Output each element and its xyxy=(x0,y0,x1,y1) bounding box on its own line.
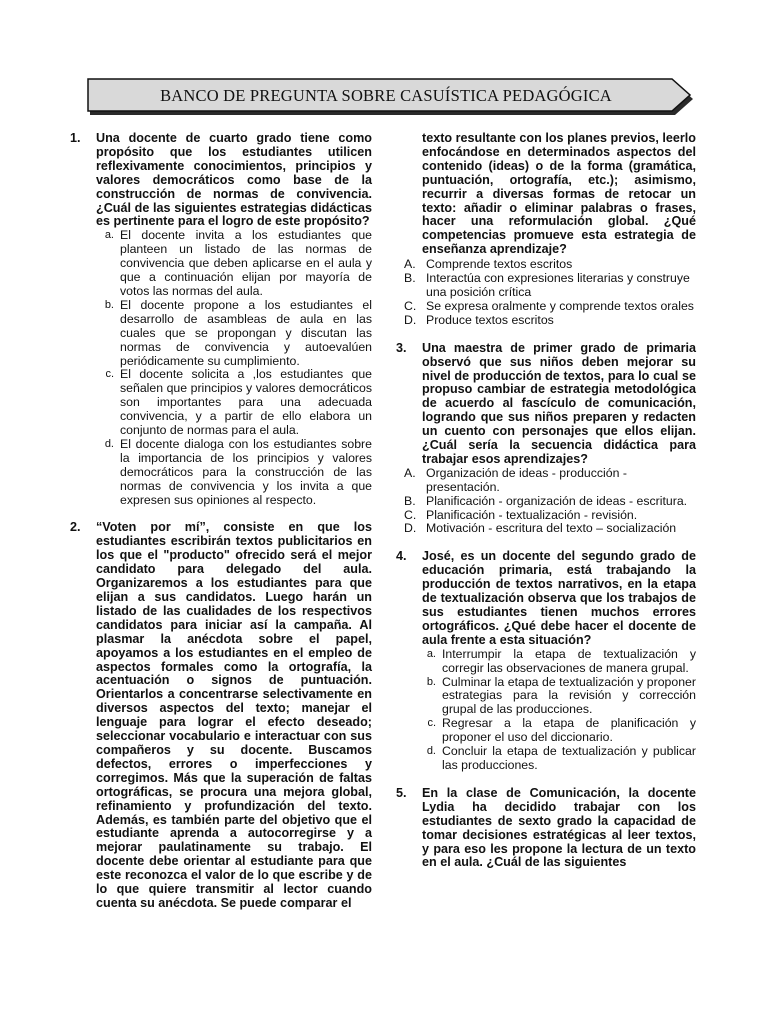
question-text: “Voten por mí”, consiste en que los estudiantes escribirán textos publicitarios en los que el "producto" ofrecido será el mejor candidato para delegado del aula. Organizaremos a los estudiantes para que elijan a sus candidatos. Luego harán un listado de las cualidades de los respectivos candidatos para iniciar así la campaña. Al plasmar la anécdota sobre el papel, apoyamos a los estudiantes en el empleo de aspectos formales como la ortografía, la acentuación o signos de puntuación. Orientarlos a concentrarse selectivamente en diversos aspectos del texto; manejar el lenguaje para lograr el efecto deseado; seleccionar vocabulario e interactuar con sus compañeros y su docente. Buscamos defectos, errores o imperfecciones y corregimos. Más que la superación de faltas ortográficas, se procura una mejora global, refinamiento y profundización del texto. Además, es también parte del objetivo que el estudiante aprenda a autocorregirse y a mejorar paulatinamente su trabajo. El docente debe orientar al estudiante para que este reconozca el valor de lo que escribe y de lo que quiere transmitir al lector cuando cuenta su anécdota. Se puede comparar el xyxy=(96,520,372,910)
option-letter: c. xyxy=(105,368,114,381)
option-B xyxy=(404,271,696,300)
option-text: Se expresa oralmente y comprende textos orales xyxy=(426,298,694,313)
option-text: Interactúa con expresiones literarias y construye una posición crítica xyxy=(426,271,690,299)
question-text: José, es un docente del segundo grado de educación primaria, está trabajando la producción de textos narrativos, en la etapa de textualización observa que los trabajos de sus estudiantes tienen muchos errores ortográficos. ¿Qué debe hacer el docente de aula frente a esta situación? xyxy=(422,549,696,647)
question-1 xyxy=(70,132,372,507)
option-letter: b. xyxy=(104,298,114,311)
option-b xyxy=(426,674,696,718)
option-text: Concluir la etapa de textualización y publicar las producciones. xyxy=(442,744,696,772)
option-text: El docente propone a los estudiantes el desarrollo de asambleas de aula en las cuales que se propongan y discutan las normas de convivencia y autoevalúen periódicamente su cumplimiento. xyxy=(120,297,372,368)
question-number: 4. xyxy=(396,549,407,564)
question-2-continued xyxy=(396,132,696,328)
option-a xyxy=(426,646,696,676)
option-A xyxy=(404,465,696,495)
option-text: El docente invita a los estudiantes que planteen un listado de las normas de convivencia que deben aplicarse en el aula y que a continuación elijan por mayoría de votos las normas del aula. xyxy=(120,228,372,298)
option-c xyxy=(427,716,696,745)
option-letter: d. xyxy=(426,745,436,758)
question-number: 1. xyxy=(70,131,81,145)
option-letter: A. xyxy=(404,465,416,480)
option-text: Regresar a la etapa de planificación y proponer el uso del diccionario. xyxy=(442,716,696,745)
option-letter: C. xyxy=(404,298,417,313)
option-letter: D. xyxy=(404,521,417,536)
option-b xyxy=(104,297,372,369)
question-text: Una docente de cuarto grado tiene como propósito que los estudiantes utilicen reflexivamente conocimientos, principios y valores democráticos como base de la construcción de normas de convivencia. ¿Cuál de las siguientes estrategias didácticas es pertinente para el logro de este propósito? xyxy=(96,131,372,229)
option-text: Planificación - textualización - revisión. xyxy=(426,507,638,522)
title-banner xyxy=(86,77,696,115)
option-letter: d. xyxy=(104,437,114,450)
option-text: Organización de ideas - producción - presentación. xyxy=(426,465,627,494)
question-text: Una maestra de primer grado de primaria observó que sus niños deben mejorar su nivel de producción de textos, para lo cual se propuso cambiar de estrategia metodológica de acuerdo al fascículo de comunicación, logrando que sus niños preparen y redacten un cuento con personajes que ellos elijan. ¿Cuál sería la secuencia didáctica para trabajar esos aprendizajes? xyxy=(422,340,696,466)
option-letter: a. xyxy=(426,647,436,660)
option-letter: C. xyxy=(404,507,417,522)
option-letter: c. xyxy=(427,717,436,730)
option-D xyxy=(404,312,696,328)
right-column xyxy=(396,132,696,884)
question-number: 3. xyxy=(396,340,407,355)
option-text: Interrumpir la etapa de textualización y corregir las observaciones de manera grupal. xyxy=(442,646,696,675)
question-3 xyxy=(396,342,696,537)
question-2 xyxy=(70,521,372,910)
option-text: Culminar la etapa de textualización y proponer estrategias para la revisión y corrección grupal de las producciones. xyxy=(442,674,696,717)
question-text-continued: texto resultante con los planes previos, leerlo enfocándose en determinados aspectos del contenido (ideas) o de la forma (gramática, puntuación, ortografía, etc.); asimismo, recurrir a diversas formas de retocar un texto: añadir o eliminar palabras o frases, hacer una reformulación global. ¿Qué competencias promueve esta estrategia de enseñanza aprendizaje? xyxy=(422,131,696,257)
question-5 xyxy=(396,787,696,870)
option-letter: a. xyxy=(104,229,114,242)
option-letter: B. xyxy=(404,493,416,508)
option-text: Comprende textos escritos xyxy=(426,257,573,272)
option-d xyxy=(426,744,696,773)
option-letter: D. xyxy=(404,312,417,327)
question-number: 5. xyxy=(396,785,407,800)
banner-title: BANCO DE PREGUNTA SOBRE CASUÍSTICA PEDAGÓGICA xyxy=(160,86,612,105)
option-text: Motivación - escritura del texto – socialización xyxy=(426,521,677,536)
option-text: Produce textos escritos xyxy=(426,312,554,327)
option-c xyxy=(105,367,372,438)
option-a xyxy=(104,228,372,299)
option-letter: b. xyxy=(426,675,436,688)
option-A xyxy=(404,257,696,272)
option-C xyxy=(404,507,696,523)
option-text: El docente solicita a ,los estudiantes que señalen que principios y valores democráticos son importantes para una adecuada convivencia, y a partir de ello elabora un conjunto de normas para el aula. xyxy=(120,367,372,438)
question-4 xyxy=(396,550,696,773)
option-D xyxy=(404,521,696,536)
option-letter: B. xyxy=(404,271,416,286)
question-number: 2. xyxy=(70,520,81,535)
option-text: Planificación - organización de ideas - escritura. xyxy=(426,493,688,508)
option-d xyxy=(104,436,372,508)
question-text: En la clase de Comunicación, la docente Lydia ha decidido trabajar con los estudiantes de sexto grado la capacidad de tomar decisiones estratégicas al leer textos, y para eso les propone la lectura de un texto en el aula. ¿Cuál de las siguientes xyxy=(422,785,696,870)
option-text: El docente dialoga con los estudiantes sobre la importancia de los principios y valores democráticos para la construcción de las normas de convivencia y los invita a que expresen sus opiniones al respecto. xyxy=(120,436,372,507)
left-column xyxy=(70,132,372,925)
option-C xyxy=(404,298,696,314)
option-letter: A. xyxy=(404,257,416,272)
option-B xyxy=(404,493,696,509)
